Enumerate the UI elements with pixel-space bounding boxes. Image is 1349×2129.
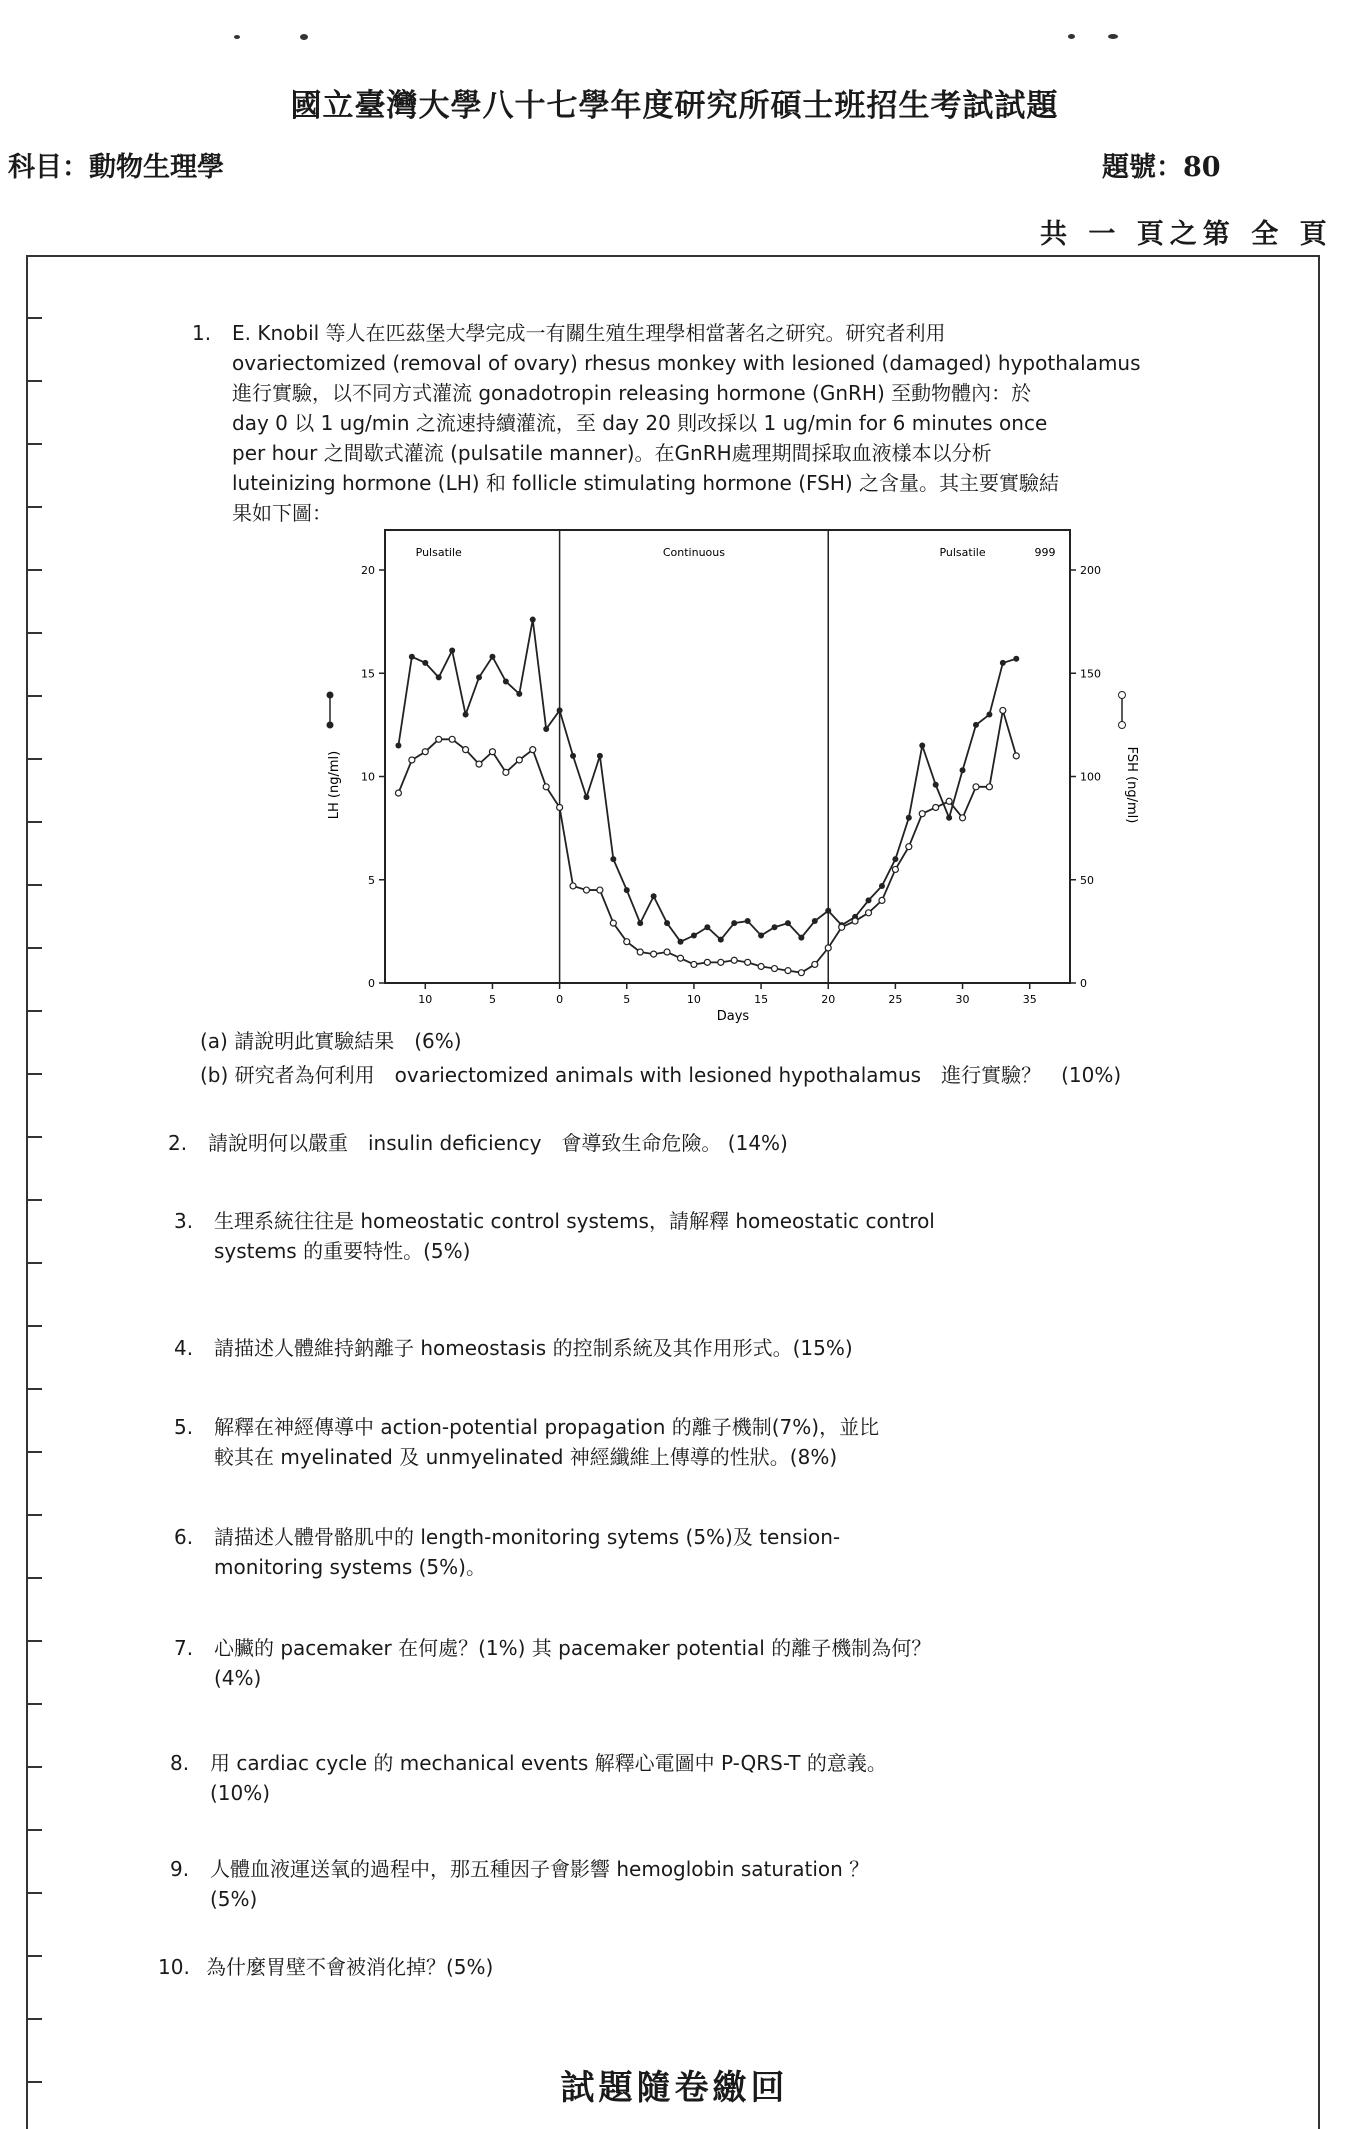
question-line: E. Knobil 等人在匹茲堡大學完成一有關生殖生理學相當著名之研究。研究者利用 [232,321,946,345]
x-tick-label: 15 [754,993,769,1006]
fsh-data-point [691,961,697,967]
lh-data-point [476,674,482,680]
scan-speck [1068,34,1075,39]
x-axis-label: Days [716,1009,750,1024]
fsh-data-point [624,939,630,945]
lh-data-point [543,726,549,732]
lh-fsh-chart [310,520,1140,1035]
lh-data-point [449,648,455,654]
question-line: systems 的重要特性。(5%) [214,1239,471,1263]
margin-tick [28,1010,42,1012]
fsh-data-point [557,804,563,810]
fsh-data-point [664,949,670,955]
margin-tick [28,947,42,949]
margin-tick [28,1136,42,1138]
fsh-data-point [1013,753,1019,759]
lh-data-point [785,920,791,926]
question-line: 解釋在神經傳導中 action-potential propagation 的離子機制(7%)，並比 [214,1415,880,1439]
margin-tick [28,1703,42,1705]
fsh-data-point [436,736,442,742]
fsh-data-point [906,844,912,850]
lh-data-point [745,918,751,924]
fsh-data-point [516,757,522,763]
y-tick-label-left: 0 [368,977,375,990]
y-tick-label-right: 50 [1080,873,1094,887]
x-tick-label: 30 [955,993,970,1006]
question-1 [192,318,1202,528]
fsh-data-point [852,918,858,924]
scan-speck [300,34,308,40]
question-line: 請描述人體骨骼肌中的 length-monitoring sytems (5%)及 tension- [214,1525,841,1549]
question-line: 用 cardiac cycle 的 mechanical events 解釋心電圖中 P-QRS-T 的意義。 [210,1751,887,1775]
question-line: 進行實驗，以不同方式灌流 gonadotropin releasing hormone (GnRH) 至動物體內：於 [232,381,1032,405]
margin-tick [28,1199,42,1201]
x-tick-label: 5 [488,993,496,1006]
lh-data-point [395,743,401,749]
series-line-lh [398,620,1016,942]
lh-data-point [879,883,885,889]
lh-data-point [557,707,563,713]
margin-tick [28,1073,42,1075]
margin-tick [28,632,42,634]
question-line: 請描述人體維持鈉離子 homeostasis 的控制系統及其作用形式。(15%) [214,1336,853,1360]
fsh-data-point [395,790,401,796]
fsh-data-point [449,736,455,742]
question-line: 較其在 myelinated 及 unmyelinated 神經纖維上傳導的性狀。(8%) [214,1445,838,1469]
margin-tick [28,1577,42,1579]
question-line: ovariectomized (removal of ovary) rhesus monkey with lesioned (damaged) hypothalamus [232,351,1141,375]
margin-tick [28,1766,42,1768]
fsh-data-point [919,811,925,817]
question-line: 為什麼胃壁不會被消化掉？(5%) [206,1955,494,1979]
exam-subject: 科目：動物生理學 [8,152,224,183]
x-tick-label: 5 [623,993,631,1006]
margin-tick [28,443,42,445]
lh-data-point [570,753,576,759]
lh-data-point [463,712,469,718]
margin-tick [28,758,42,760]
lh-data-point [973,722,979,728]
question-number-label: 8. [170,1751,190,1775]
x-tick-label: 35 [1022,993,1037,1006]
lh-data-point [489,654,495,660]
question-line: per hour 之間歇式灌流 (pulsatile manner)。在GnRH處理期間採取血液樣本以分析 [232,441,992,465]
question-line: day 0 以 1 ug/min 之流速持續灌流，至 day 20 則改採以 1 ug/min for 6 minutes once [232,411,1048,435]
question-8 [170,1748,1210,1808]
margin-tick [28,380,42,382]
fsh-data-point [812,961,818,967]
y-tick-label-left: 20 [361,564,375,577]
question-9 [170,1854,1210,1914]
phase-labels [416,546,986,559]
lh-data-point [516,691,522,697]
margin-tick [28,1892,42,1894]
question-number-label: 1. [192,321,212,345]
margin-tick [28,506,42,508]
margin-tick [28,884,42,886]
lh-data-point [624,887,630,893]
question-number: 題號：80 [1102,152,1221,183]
y-tick-label-right: 150 [1080,667,1101,681]
fsh-data-point [731,957,737,963]
fsh-data-point [476,761,482,767]
margin-tick [28,821,42,823]
phase-label: Pulsatile [415,546,462,559]
y-tick-label-right: 100 [1080,770,1101,784]
lh-data-point [772,924,778,930]
lh-data-point [946,815,952,821]
fsh-data-point [866,910,872,916]
lh-data-point [436,674,442,680]
x-tick-label: 25 [888,993,903,1006]
lh-data-point [758,933,764,939]
fsh-legend-marker [1119,722,1126,729]
footer-note: 試題隨卷繳回 [560,2068,789,2108]
lh-data-point [919,743,925,749]
lh-data-point [1013,656,1019,662]
margin-tick [28,1451,42,1453]
lh-data-point [892,856,898,862]
question-number-label: 5. [174,1415,194,1439]
fsh-data-point [960,815,966,821]
fsh-data-point [973,784,979,790]
fsh-data-point [772,966,778,972]
lh-data-point [691,933,697,939]
fsh-data-point [758,963,764,969]
x-tick-label: 0 [556,993,564,1006]
fsh-data-point [637,949,643,955]
lh-data-point [597,753,603,759]
fsh-data-point [489,749,495,755]
question-line: (10%) [210,1781,271,1805]
margin-tick [28,1955,42,1957]
y-axis-label-left: LH (ng/ml) [327,750,342,820]
fsh-data-point [570,883,576,889]
y-tick-label-left: 15 [361,667,375,681]
phase-label: Pulsatile [939,546,986,559]
fsh-data-point [946,798,952,804]
fsh-data-point [543,784,549,790]
question-10 [158,1952,1206,1982]
x-tick-label: 10 [418,993,433,1006]
question-6 [174,1522,1214,1582]
lh-data-point [664,920,670,926]
lh-data-point [933,782,939,788]
fsh-data-point [597,887,603,893]
lh-data-point [651,893,657,899]
fsh-data-point [704,959,710,965]
question-number-label: 10. [158,1955,190,1979]
lh-data-point [1000,660,1006,666]
question-1-part-b: (b) 研究者為何利用 ovariectomized animals with lesioned hypothalamus 進行實驗？ (10%) [200,1063,1122,1087]
question-line: 心臟的 pacemaker 在何處？(1%) 其 pacemaker potential 的離子機制為何？ [214,1636,932,1660]
fsh-data-point [785,968,791,974]
fsh-data-point [503,769,509,775]
margin-tick [28,317,42,319]
y-tick-label-left: 10 [361,770,375,784]
question-number-label: 9. [170,1857,190,1881]
fsh-legend-marker [1119,692,1126,699]
question-number-label: 3. [174,1209,194,1233]
question-line: 人體血液運送氧的過程中，那五種因子會影響 hemoglobin saturation ？ [210,1857,870,1881]
margin-tick [28,1388,42,1390]
fsh-data-point [409,757,415,763]
margin-tick [28,695,42,697]
fsh-data-point [422,749,428,755]
margin-tick [28,1829,42,1831]
margin-tick [28,1262,42,1264]
lh-data-point [798,935,804,941]
lh-legend-marker [327,722,334,729]
lh-data-point [960,767,966,773]
x-tick-label: 20 [821,993,836,1006]
question-1-part-a: (a) 請說明此實驗結果 (6%) [200,1029,462,1053]
x-tick-label: 10 [686,993,701,1006]
lh-data-point [610,856,616,862]
margin-tick [28,569,42,571]
lh-data-point [825,908,831,914]
scan-speck [1108,34,1118,39]
lh-data-point [866,897,872,903]
axes [327,564,1126,1006]
y-tick-label-right: 200 [1080,564,1101,577]
question-number-label: 6. [174,1525,194,1549]
fsh-data-point [677,955,683,961]
fsh-data-point [745,959,751,965]
question-number-label: 2. [168,1131,188,1155]
y-tick-label-left: 5 [368,873,375,887]
fsh-data-point [718,959,724,965]
margin-tick [28,1514,42,1516]
question-line: 請說明何以嚴重 insulin deficiency 會導致生命危險。 (14%) [208,1131,788,1155]
question-number-label: 7. [174,1636,194,1660]
fsh-data-point [879,897,885,903]
question-line: (5%) [210,1887,258,1911]
lh-data-point [503,679,509,685]
page-info: 共 一 頁之第 全 頁 [1040,219,1333,250]
page-title: 國立臺灣大學八十七學年度研究所碩士班招生考試試題 [290,88,1059,124]
fsh-data-point [798,970,804,976]
margin-tick [28,2018,42,2020]
fsh-data-point [986,784,992,790]
lh-data-point [409,654,415,660]
question-4 [174,1333,1214,1363]
margin-tick [28,1640,42,1642]
lh-data-point [812,918,818,924]
series-group [395,617,1019,976]
fsh-data-point [1000,707,1006,713]
lh-data-point [986,712,992,718]
lh-data-point [530,617,536,623]
question-line: luteinizing hormone (LH) 和 follicle stimulating hormone (FSH) 之含量。其主要實驗結 [232,471,1060,495]
scan-speck [234,35,240,39]
question-2 [168,1128,1208,1158]
question-line: 生理系統往往是 homeostatic control systems，請解釋 homeostatic control [214,1209,935,1233]
question-5 [174,1412,1214,1472]
corner-label: 999 [1034,546,1056,559]
y-axis-label-right: FSH (ng/ml) [1124,746,1139,824]
lh-data-point [718,937,724,943]
phase-label: Continuous [662,546,725,559]
lh-data-point [583,794,589,800]
y-tick-label-right: 0 [1080,977,1087,990]
lh-data-point [677,939,683,945]
lh-data-point [731,920,737,926]
question-3 [174,1206,1214,1266]
fsh-data-point [839,924,845,930]
question-line: 果如下圖： [232,501,332,525]
lh-data-point [906,815,912,821]
fsh-data-point [825,945,831,951]
question-7 [174,1633,1214,1693]
lh-data-point [422,660,428,666]
fsh-data-point [583,887,589,893]
fsh-data-point [463,747,469,753]
lh-data-point [637,920,643,926]
question-number-label: 4. [174,1336,194,1360]
fsh-data-point [933,804,939,810]
question-line: (4%) [214,1666,262,1690]
margin-tick [28,1325,42,1327]
fsh-data-point [651,951,657,957]
question-line: monitoring systems (5%)。 [214,1555,486,1579]
lh-data-point [704,924,710,930]
fsh-data-point [892,866,898,872]
fsh-data-point [610,920,616,926]
lh-legend-marker [327,692,334,699]
fsh-data-point [530,747,536,753]
